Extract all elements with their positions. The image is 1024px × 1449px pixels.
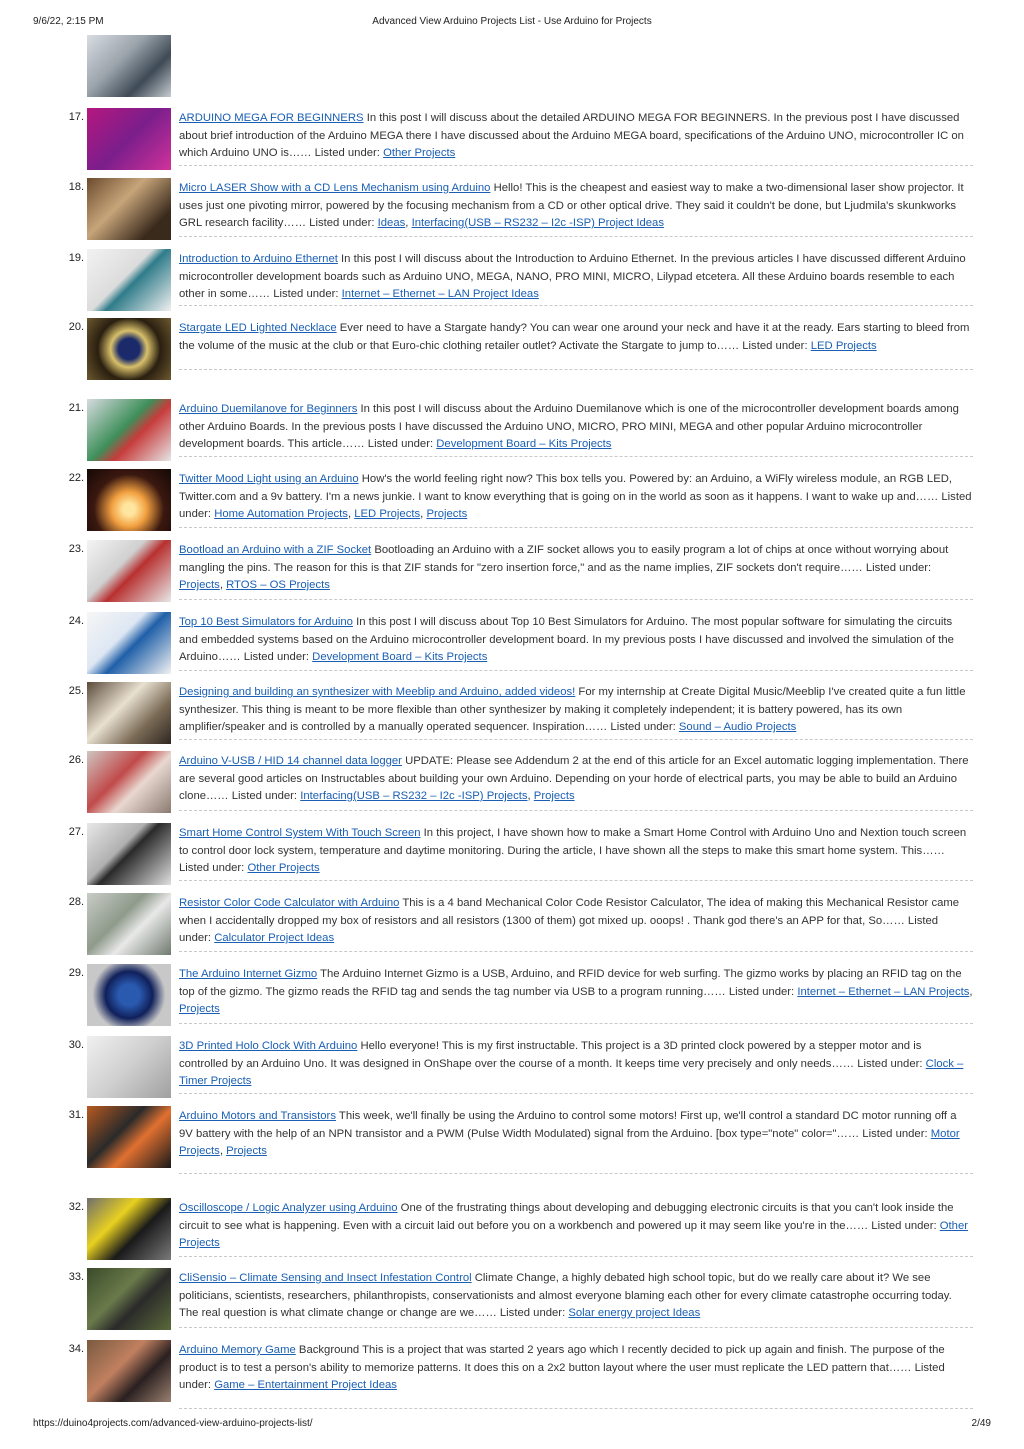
project-title-link[interactable]: The Arduino Internet Gizmo [179,968,318,980]
project-thumbnail[interactable] [87,1268,171,1330]
project-title-link[interactable]: Smart Home Control System With Touch Screen [179,827,421,839]
item-content [179,895,973,948]
category-link[interactable]: LED Projects [354,508,421,520]
item-number: 20. [68,321,84,333]
item-separator [179,739,973,740]
project-description: This week, we'll finally be using the Arduino to control some motors! First up, we'll control a standard DC motor running off a 9V battery with the help of an NPN transistor and a PWM (Pulse Width Modulated) signal from the Arduino. [box type="note" color="…… [179,1110,957,1140]
item-separator [179,810,973,811]
category-link[interactable]: Clock – Timer Projects [179,1057,964,1087]
category-link[interactable]: LED Projects [810,339,877,352]
item-content: Arduino V-USB / HID 14 channel data logger UPDATE: Please see Addendum 2 at the end of this article for an Excel automatic logging implementation. There are several good articles on Instructables about building your own Arduino. Depending on your horde of electrical parts, you may be able to build an Arduino clone…… Listed under: Interfacing(USB – RS232 – I2c -ISP) Projects, Projects [179,755,969,802]
project-thumbnail[interactable] [87,893,171,955]
listed-under-label: Listed under: [243,651,310,663]
listed-under-label: Listed under: [314,147,380,159]
listed-under-label: Listed under: [871,1219,937,1232]
listed-under-label: Listed under: [367,438,434,450]
item-separator [179,1256,973,1257]
project-thumbnail[interactable] [87,108,171,170]
project-title-link[interactable]: Stargate LED Lighted Necklace [179,322,337,334]
project-thumbnail[interactable] [87,1036,171,1098]
item-number: 32. [68,1201,84,1213]
project-thumbnail[interactable] [87,318,171,380]
item-content [179,401,973,454]
item-separator [179,305,973,306]
project-thumbnail[interactable] [87,823,171,885]
category-link[interactable]: Game – Entertainment Project Ideas [214,1379,397,1391]
category-link[interactable]: Development Board – Kits Projects [312,651,488,663]
item-content: The Arduino Internet Gizmo The Arduino Internet Gizmo is a USB, Arduino, and RFID device for web surfing. The gizmo works by placing an RFID tag on the top of the gizmo. The gizmo reads the RFID tag and sends the tag number via USB to a program running…… Listed under: Internet – Ethernet – LAN Projects, Projects [179,968,973,1015]
item-number: 27. [68,826,84,838]
category-link[interactable]: Projects [226,1145,267,1157]
item-number: 19. [68,252,84,264]
category-link[interactable]: Motor Projects [179,1127,960,1157]
item-content [179,1342,973,1395]
listed-under-label: Listed under: [179,914,939,944]
project-thumbnail[interactable] [87,540,171,602]
project-thumbnail[interactable] [87,964,171,1026]
project-description: Ever need to have a Stargate handy? You can wear one around your neck and have it at the ready. Ears starting to bleed from the volume of the music at the club or that Euro-chic clothing retailer outlet? Activate the Stargate to jump to…… [179,322,970,352]
item-number: 21. [68,402,84,414]
item-content [179,320,973,355]
project-thumbnail[interactable] [87,178,171,240]
category-link[interactable]: Calculator Project Ideas [214,932,335,944]
item-content [179,825,973,878]
project-description: For my internship at Create Digital Music/Meeblip I've created quite a fun little synthesizer. This thing is meant to be more flexible than other synthesizer by making it completely independent; it is battery powered, has its own amplifier/speaker and is controlled by a manually operated sequencer. Inspiration…… [179,686,966,733]
project-description: Bootloading an Arduino with a ZIF socket allows you to easily program a lot of chips at once without worrying about mangling the pins. The reason for this is that ZIF stands for "zero insertion force," and as the name implies, ZIF sockets don't require…… [179,544,949,574]
project-description: In this post I will discuss about the Introduction to Arduino Ethernet. In the previous articles I have discussed different Arduino microcontroller development boards such as Arduino UNO, MEGA, NANO, PRO MINI, MICRO, Lilypad etcetera. All these Arduino boards resemble to each other in some…… [179,253,966,300]
item-separator [179,1173,973,1174]
listed-under-label: Listed under: [179,862,245,874]
project-description: In this post I will discuss about the Arduino Duemilanove which is one of the microcontroller development boards among other Arduino Boards. In the previous posts I have discussed the Arduino UNO, MICRO, PRO MINI, MEGA and other popular Arduino microcontroller development boards. This article…… [179,403,959,450]
category-link[interactable]: Home Automation Projects [214,508,348,520]
listed-under-label: Listed under: [499,1307,566,1319]
project-description: UPDATE: Please see Addendum 2 at the end of this article for an Excel automatic logging implementation. There are several good articles on Instructables about building your own Arduino. Depending on your horde of electrical parts, you may be able to build an Arduino clone…… [179,755,969,802]
project-description: In this post I will discuss about the detailed ARDUINO MEGA FOR BEGINNERS. In the previous post I have discussed about brief introduction of the Arduino MEGA there I have discussed about the Arduino MEGA board, specifications of the Arduino UNO, microcontroller IC on which Arduino UNO is…… [179,112,964,159]
page-title: Advanced View Arduino Projects List - Use Arduino for Projects [372,16,652,27]
item-content [179,1038,973,1091]
listed-under-label: Listed under: [865,561,932,574]
project-title-link[interactable]: 3D Printed Holo Clock With Arduino [179,1040,358,1052]
item-separator [179,1093,973,1094]
item-number: 26. [68,754,84,766]
listed-under-label: Listed under: [742,339,808,352]
item-separator [179,369,973,370]
project-title-link[interactable]: ARDUINO MEGA FOR BEGINNERS [179,112,364,124]
category-link[interactable]: Projects [179,1003,220,1015]
item-number: 29. [68,967,84,979]
item-content [179,1200,973,1253]
item-separator [179,1408,973,1409]
category-link[interactable]: Internet – Ethernet – LAN Project Ideas [341,288,539,300]
print-datetime: 9/6/22, 2:15 PM [33,16,104,27]
item-content: Twitter Mood Light using an Arduino How's the world feeling right now? This box tells you. Powered by: an Arduino, a WiFly wireless module, an RGB LED, Twitter.com and a 9v battery. I'm a news junkie. I want to know everything that is going on in the world as soon as it happens. I want to wake up and…… Listed under: Home Automation Projects, LED Projects, Projects [179,473,972,520]
project-title-link[interactable]: Arduino V-USB / HID 14 channel data logger [179,755,402,767]
item-content: Micro LASER Show with a CD Lens Mechanism using Arduino Hello! This is the cheapest and easiest way to make a two-dimensional laser show projector. It uses just one pivoting mirror, powered by the focusing mechanism from a CD or other optical drive. They said it couldn't be done, but Ljudmila's skunkworks GRL research facility…… Listed under: Ideas, Interfacing(USB – RS232 – I2c -ISP) Project Ideas [179,182,964,229]
page-url: https://duino4projects.com/advanced-view-arduino-projects-list/ [33,1418,313,1429]
item-separator [179,1023,973,1024]
category-link[interactable]: Sound – Audio Projects [678,721,797,733]
project-thumbnail[interactable] [87,751,171,813]
project-title-link[interactable]: Arduino Memory Game [179,1344,296,1356]
listed-under-label: Listed under: [728,985,795,998]
category-link[interactable]: Projects [179,579,220,591]
project-description: Hello everyone! This is my first instructable. This project is a 3D printed clock powered by a stepper motor and is controlled by an Arduino Uno. It was designed in OnShape over the course of a month. It keeps time very precisely and only needs…… [179,1040,922,1070]
item-separator [179,456,973,457]
item-number: 18. [68,181,84,193]
item-content: Arduino Motors and Transistors This week, we'll finally be using the Arduino to control some motors! First up, we'll control a standard DC motor running off a 9V battery with the help of an NPN transistor and a PWM (Pulse Width Modulated) signal from the Arduino. [box type="note" color="…… Listed under: Motor Projects, Projects [179,1110,960,1157]
category-link[interactable]: Projects [533,790,575,802]
item-content [179,110,973,163]
project-title-link[interactable]: Top 10 Best Simulators for Arduino [179,616,353,628]
project-title-link[interactable]: Micro LASER Show with a CD Lens Mechanism using Arduino [179,182,491,194]
project-description: Hello! This is the cheapest and easiest way to make a two-dimensional laser show projector. It uses just one pivoting mirror, powered by the focusing mechanism from a CD or other optical drive. They said it couldn't be done, but Ljudmila's skunkworks GRL research facility…… [179,182,964,229]
project-thumbnail[interactable] [87,1198,171,1260]
item-number: 33. [68,1271,84,1283]
project-thumbnail[interactable] [87,682,171,744]
project-thumbnail[interactable] [87,1106,171,1168]
project-thumbnail-previous [87,35,171,97]
item-separator [179,951,973,952]
project-title-link[interactable]: Arduino Duemilanove for Beginners [179,403,358,415]
category-link[interactable]: Solar energy project Ideas [568,1307,701,1319]
page-number: 2/49 [971,1418,991,1429]
item-separator [179,1327,973,1328]
category-link[interactable]: Projects [426,508,468,520]
item-separator [179,165,973,166]
project-description: In this project, I have shown how to make a Smart Home Control with Arduino Uno and Nextion touch screen to control door lock system, temperature and daytime monitoring. During the article, I have shown all the steps to make this smart home system. This…… [179,827,967,857]
category-link[interactable]: Other Projects [247,862,320,874]
item-separator [179,599,973,600]
category-link[interactable]: Development Board – Kits Projects [436,438,612,450]
listed-under-label: Listed under: [179,490,972,520]
item-separator [179,236,973,237]
category-link[interactable]: Other Projects [383,147,456,159]
item-number: 22. [68,472,84,484]
project-description: This is a 4 band Mechanical Color Code Resistor Calculator, The idea of making this Mechanical Resistor came when I accidentally dropped my box of resistors and all resistors (1300 of them) got mixed up. ooops! . Thank god there's an APP for that, So…… [179,897,960,927]
item-content: Bootload an Arduino with a ZIF Socket Bootloading an Arduino with a ZIF socket allows you to easily program a lot of chips at once without worrying about mangling the pins. The reason for this is that ZIF stands for "zero insertion force," and as the name implies, ZIF sockets don't require…… Listed under: Projects, RTOS – OS Projects [179,544,949,591]
item-content [179,614,973,667]
category-link[interactable]: Other Projects [179,1219,969,1249]
listed-under-label: Listed under: [610,721,676,733]
listed-under-label: Listed under: [231,790,298,802]
listed-under-label: Listed under: [857,1057,923,1070]
listed-under-label: Listed under: [309,217,375,229]
item-number: 34. [68,1343,84,1355]
category-link[interactable]: Interfacing(USB – RS232 – I2c -ISP) Projects [300,790,528,802]
item-number: 25. [68,685,84,697]
listed-under-label: Listed under: [273,288,339,300]
listed-under-label: Listed under: [179,1361,945,1391]
project-title-link[interactable]: Arduino Motors and Transistors [179,1110,336,1122]
category-link[interactable]: Internet – Ethernet – LAN Projects [797,985,970,998]
project-description: Climate Change, a highly debated high school topic, but do we really care about it? We see politicians, scientists, researchers, philanthropists, conservationists and almost everyone blaming each other for every climate catastrophe occurring today. The real question is what climate change or change are we…… [179,1272,952,1319]
item-number: 23. [68,543,84,555]
project-description: Background This is a project that was started 2 years ago which I recently decided to pick up again and finish. The purpose of the product is to test a person's ability to memorize patterns. It does this on a 2x2 button layout where the user must replicate the LED pattern that…… [179,1344,945,1374]
item-content [179,684,973,737]
project-title-link[interactable]: Resistor Color Code Calculator with Arduino [179,897,400,909]
project-thumbnail[interactable] [87,249,171,311]
item-number: 30. [68,1039,84,1051]
item-separator [179,527,973,528]
category-link[interactable]: Interfacing(USB – RS232 – I2c -ISP) Project Ideas [411,217,664,229]
item-number: 17. [68,111,84,123]
project-description: The Arduino Internet Gizmo is a USB, Arduino, and RFID device for web surfing. The gizmo works by placing an RFID tag on the top of the gizmo. The gizmo reads the RFID tag and sends the tag number via USB to a program running…… [179,968,962,998]
item-number: 24. [68,615,84,627]
project-title-link[interactable]: Designing and building an synthesizer with Meeblip and Arduino, added videos! [179,686,576,698]
project-title-link[interactable]: Bootload an Arduino with a ZIF Socket [179,544,372,556]
category-link[interactable]: RTOS – OS Projects [226,579,330,591]
project-title-link[interactable]: Oscilloscope / Logic Analyzer using Arduino [179,1202,398,1214]
listed-under-label: Listed under: [862,1127,928,1140]
project-description: In this post I will discuss about Top 10 Best Simulators for Arduino. The most popular software for simulating the circuits and embedded systems based on the Arduino microcontroller development board. In my previous posts I have discussed and involved the simulation of the Arduino…… [179,616,954,663]
project-description: How's the world feeling right now? This box tells you. Powered by: an Arduino, a WiFly wireless module, an RGB LED, Twitter.com and a 9v battery. I'm a news junkie. I want to know everything that is going on in the world as soon as it happens. I want to wake up and…… [179,473,953,503]
project-description: One of the frustrating things about developing and debugging electronic circuits is that you can't look inside the circuit to see what is happening. Even with a circuit laid out before you on a workbench and powered up it may seem like you're in the…… [179,1202,954,1232]
category-link[interactable]: Ideas [377,217,406,229]
item-number: 31. [68,1109,84,1121]
project-title-link[interactable]: Twitter Mood Light using an Arduino [179,473,359,485]
item-content [179,251,973,304]
project-thumbnail[interactable] [87,469,171,531]
item-separator [179,880,973,881]
item-separator [179,670,973,671]
project-title-link[interactable]: Introduction to Arduino Ethernet [179,253,338,265]
project-thumbnail[interactable] [87,612,171,674]
project-thumbnail[interactable] [87,1340,171,1402]
project-thumbnail[interactable] [87,399,171,461]
item-number: 28. [68,896,84,908]
project-title-link[interactable]: CliSensio – Climate Sensing and Insect Infestation Control [179,1272,472,1284]
item-content [179,1270,973,1323]
